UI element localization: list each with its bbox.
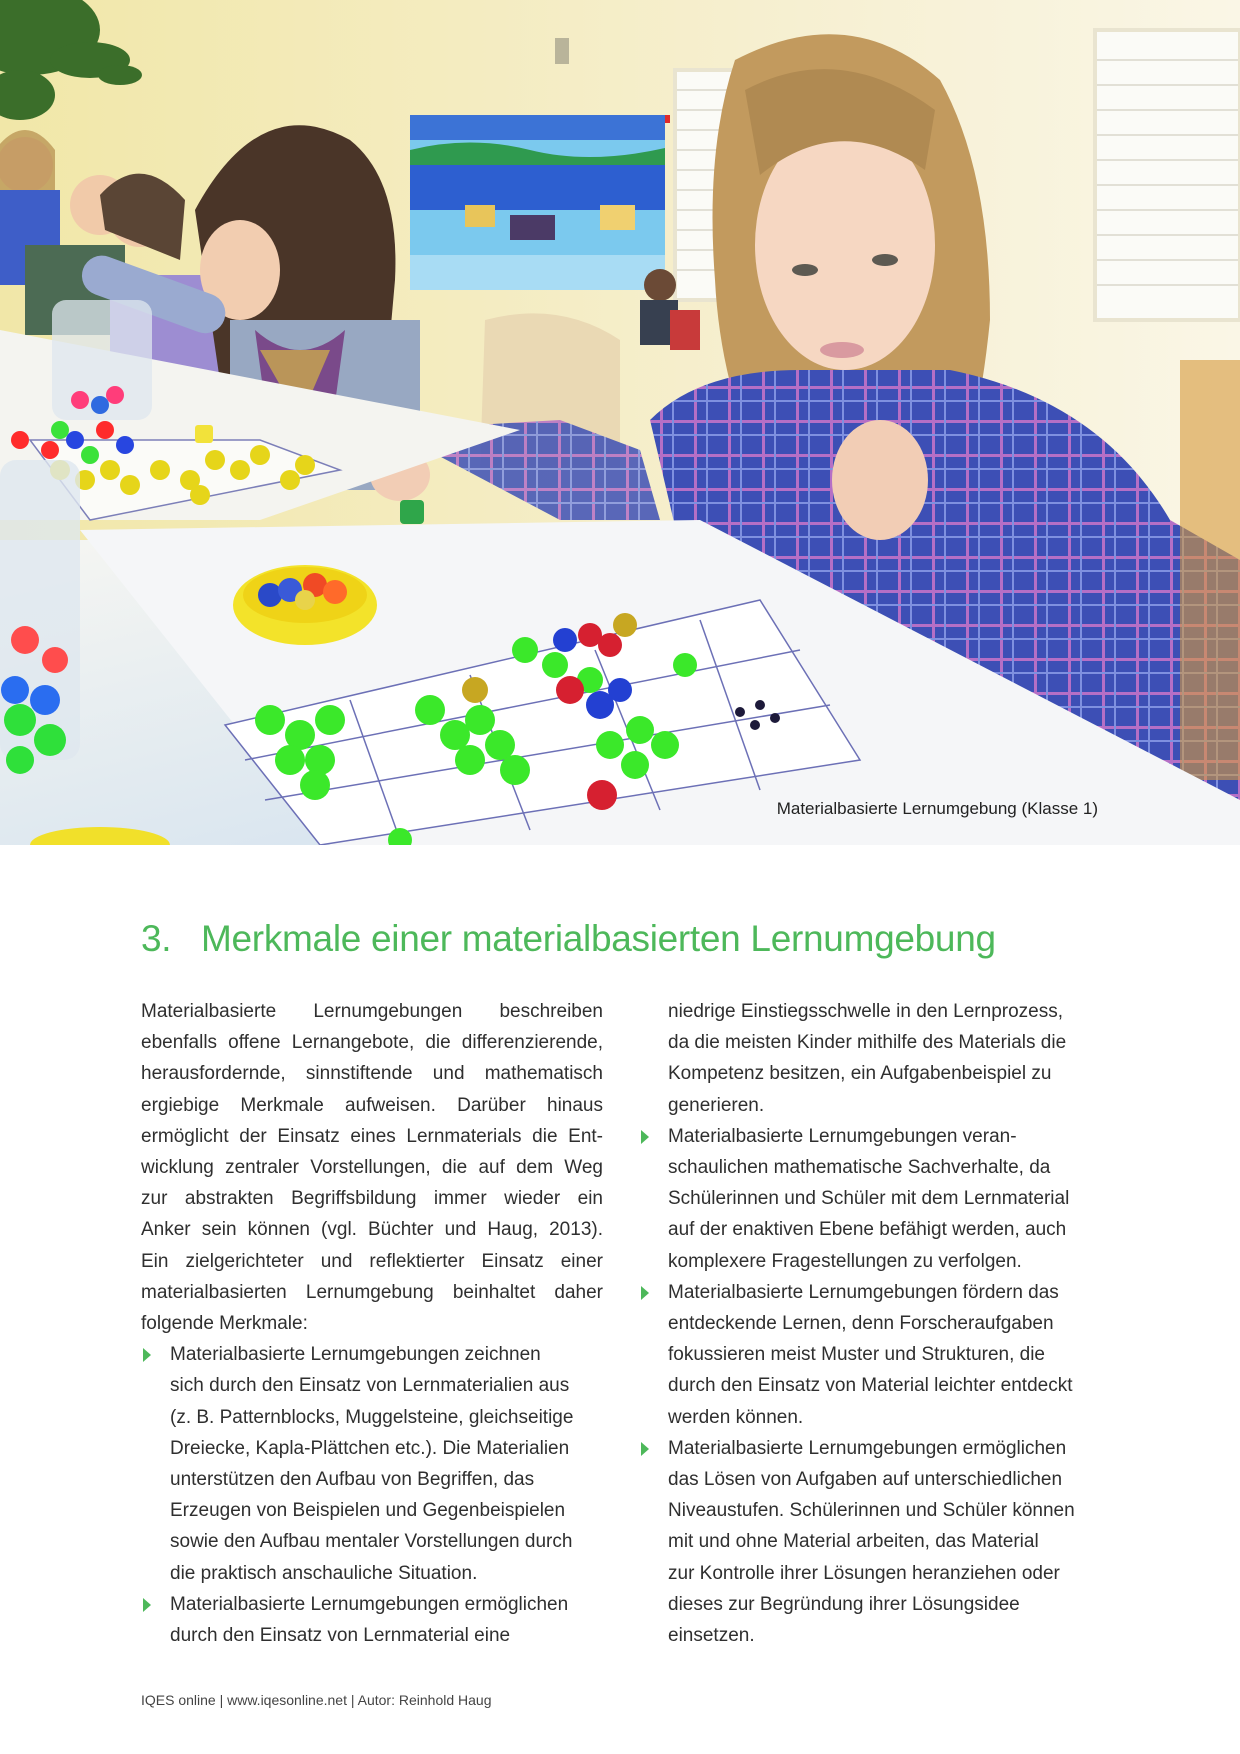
feature-list-left <box>141 1339 603 1651</box>
text-line: generieren. <box>668 1094 765 1116</box>
text-line: Erzeugen von Beispielen und Gegenbeispielen <box>170 1500 566 1522</box>
text-line: durch den Einsatz von Lernmaterial eine <box>170 1625 511 1647</box>
text-line: durch den Einsatz von Material leichter entdeckt <box>668 1375 1073 1397</box>
triangle-bullet-icon <box>641 1286 649 1300</box>
feature-list-right <box>639 1121 1101 1651</box>
text-line: Kompetenz besitzen, ein Aufgabenbeispiel zu <box>668 1063 1052 1085</box>
text-line: Materialbasierte Lernumgebungen fördern das <box>668 1281 1059 1303</box>
text-line: einsetzen. <box>668 1625 755 1647</box>
left-column <box>141 996 603 1651</box>
text-line: unterstützen den Aufbau von Begriffen, das <box>170 1469 535 1491</box>
text-line: Materialbasierte Lernumgebungen beschreiben <box>141 1001 603 1022</box>
list-item <box>141 1339 603 1589</box>
text-line: Dreiecke, Kapla-Plättchen etc.). Die Materialien <box>170 1437 570 1459</box>
text-line: zur Kontrolle ihrer Lösungen heranziehen oder <box>668 1562 1060 1584</box>
text-line: Anker sein können (vgl. Büchter und Haug, 2013). <box>141 1219 603 1241</box>
text-line: sowie den Aufbau mentaler Vorstellungen durch <box>170 1531 573 1553</box>
text-line: dieses zur Begründung ihrer Lösungsidee <box>668 1593 1020 1615</box>
green-die <box>400 500 424 524</box>
text-line: herausfordernde, sinnstiftende und mathematisch <box>141 1063 603 1085</box>
list-item <box>639 1121 1101 1277</box>
text-line: Materialbasierte Lernumgebungen ermöglichen <box>170 1593 569 1615</box>
list-item <box>639 1277 1101 1433</box>
text-line: ermöglicht der Einsatz eines Lernmaterials die Ent- <box>141 1125 603 1147</box>
text-line: niedrige Einstiegsschwelle in den Lernprozess, <box>668 1001 1064 1022</box>
text-line: sich durch den Einsatz von Lernmaterialien aus <box>170 1375 570 1397</box>
intro-paragraph <box>141 996 603 1339</box>
text-line: da die meisten Kinder mithilfe des Materials die <box>668 1032 1067 1054</box>
text-line: werden können. <box>668 1406 804 1428</box>
section-number: 3. <box>141 918 172 959</box>
text-line: fokussieren meist Muster und Strukturen, die <box>668 1344 1046 1366</box>
classroom-photo-illustration <box>0 0 1240 845</box>
list-item <box>639 1433 1101 1651</box>
text-line: Niveaustufen. Schülerinnen und Schüler können <box>668 1500 1075 1522</box>
text-line: materialbasierten Lernumgebung beinhaltet daher <box>141 1281 603 1303</box>
text-line: Materialbasierte Lernumgebungen zeichnen <box>170 1344 541 1366</box>
text-line: mit und ohne Material arbeiten, das Material <box>668 1531 1039 1553</box>
text-line: wicklung zentraler Vorstellungen, die auf dem Weg <box>141 1157 603 1179</box>
text-line: zur abstrakten Begriffsbildung immer wieder ein <box>141 1188 603 1210</box>
text-line: auf der enaktiven Ebene befähigt werden, auch <box>668 1219 1067 1241</box>
text-line: Schülerinnen und Schüler mit dem Lernmaterial <box>668 1188 1070 1210</box>
list-item <box>141 1589 603 1651</box>
text-line: Ein zielgerichteter und reflektierter Einsatz einer <box>141 1250 603 1272</box>
text-line: entdeckende Lernen, denn Forscheraufgaben <box>668 1313 1054 1335</box>
text-line: komplexere Fragestellungen zu verfolgen. <box>668 1250 1022 1272</box>
text-line: die praktisch anschauliche Situation. <box>170 1562 478 1584</box>
page-footer: IQES online | www.iqesonline.net | Autor: Reinhold Haug <box>141 1692 492 1708</box>
text-line: (z. B. Patternblocks, Muggelsteine, gleichseitige <box>170 1406 574 1428</box>
list-item-continuation <box>639 996 1101 1121</box>
text-line: Materialbasierte Lernumgebungen veran- <box>668 1125 1017 1147</box>
text-line: ergiebige Merkmale aufweisen. Darüber hinaus <box>141 1094 603 1116</box>
text-line: schaulichen mathematische Sachverhalte, da <box>668 1157 1051 1179</box>
triangle-bullet-icon <box>143 1348 151 1362</box>
text-line: das Lösen von Aufgaben auf unterschiedlichen <box>668 1469 1063 1491</box>
triangle-bullet-icon <box>641 1442 649 1456</box>
text-line: ebenfalls offene Lernangebote, die differenzierende, <box>141 1032 603 1054</box>
wall-painting <box>410 115 670 290</box>
triangle-bullet-icon <box>641 1130 649 1144</box>
photo-caption: Materialbasierte Lernumgebung (Klasse 1) <box>776 799 1098 818</box>
wall-speaker <box>555 38 569 64</box>
section-title: Merkmale einer materialbasierten Lernumgebung <box>201 918 996 959</box>
section-heading <box>141 918 996 960</box>
header-photo <box>0 0 1240 845</box>
yellow-bowl <box>233 565 377 645</box>
right-column <box>639 996 1101 1651</box>
text-line: folgende Merkmale: <box>141 1313 308 1335</box>
triangle-bullet-icon <box>143 1598 151 1612</box>
text-line: Materialbasierte Lernumgebungen ermöglichen <box>668 1437 1067 1459</box>
